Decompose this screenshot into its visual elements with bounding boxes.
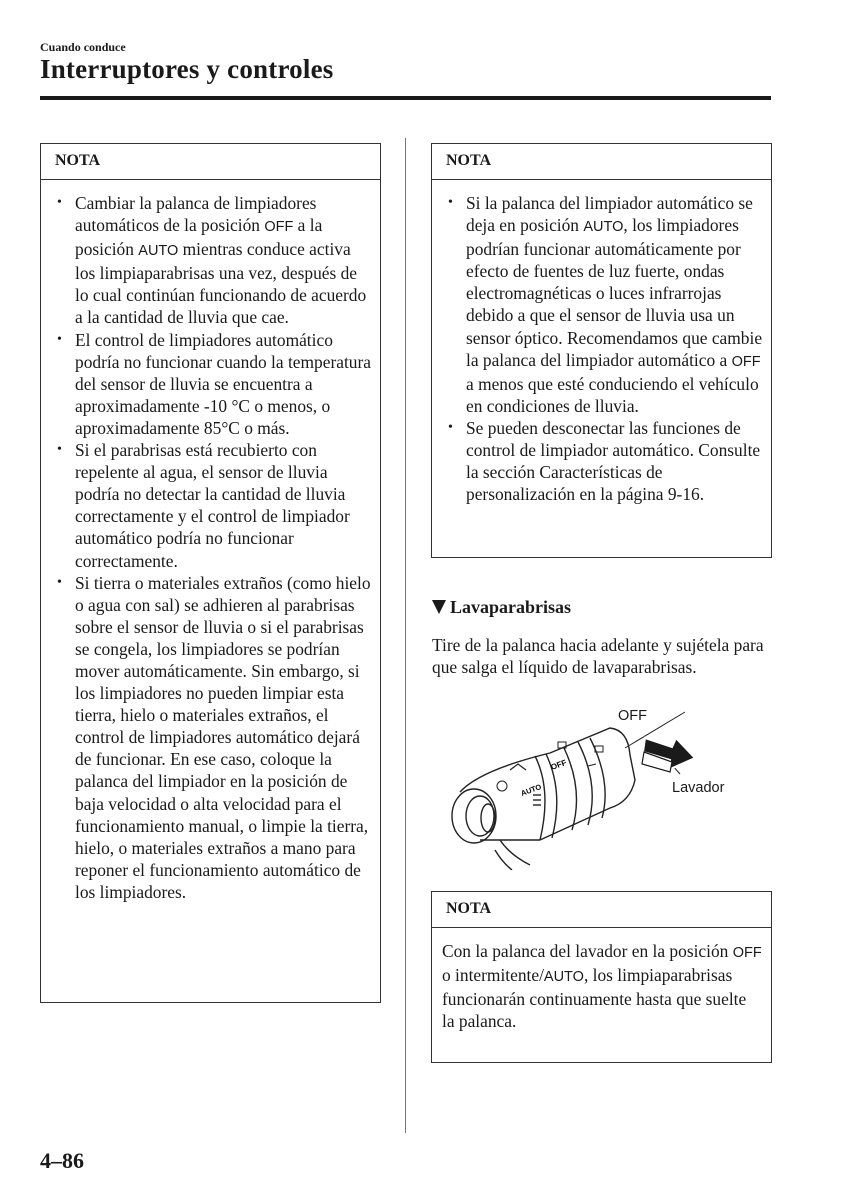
left-note-item-1 <box>57 192 372 329</box>
title-rule <box>40 96 771 100</box>
b-text-e: , los limpiaparabrisas funcionarán continuamente hasta que suelte la palanca. <box>442 965 747 1032</box>
lever-auto-text: AUTO <box>519 782 543 798</box>
section-label: Cuando conduce <box>40 40 126 54</box>
callout-off: OFF <box>618 708 647 724</box>
auto-label: AUTO <box>583 219 624 236</box>
r-item-1-text-c: , los limpiadores podrían funcionar automáticamente por efecto de fuentes de luz fuerte, ondas electromagnéticas o luces infrarrojas debido a que el sensor de lluvia usa un sensor óptico. Recomendamos que cambie la palanca del limpiador automático a <box>466 215 763 370</box>
right-note-list <box>432 180 771 515</box>
item-1-text-e: mientras conduce activa los limpiaparabrisas una vez, después de lo cual continúan funcionando de acuerdo a la cantidad de lluvia que cae. <box>75 239 367 328</box>
r-item-1-text-a: Si la palanca del limpiador automático se deja en posición <box>466 193 753 236</box>
wiper-lever-illustration <box>440 700 780 870</box>
bottom-note-text <box>432 928 771 1042</box>
washer-heading <box>432 597 571 618</box>
item-1-text-a: Cambiar la palanca de limpiadores automáticos de la posición <box>75 193 317 236</box>
page-title: Interruptores y controles <box>40 54 334 84</box>
washer-body: Tire de la palanca hacia adelante y sujétela para que salga el líquido de lavaparabrisas. <box>432 635 764 678</box>
off-label: OFF <box>732 945 762 961</box>
page-number: 4–86 <box>40 1148 84 1173</box>
bottom-note-heading: NOTA <box>432 892 771 928</box>
right-note-item-2: • Se pueden desconectar las funciones de control de limpiador automático. Consulte la sección Características de personalización en la página 9-16. <box>448 417 763 505</box>
left-note-item-4: • Si tierra o materiales extraños (como hielo o agua con sal) se adhieren al parabrisas sobre el sensor de lluvia o si el parabrisas se congela, los limpiadores se podrían mover automáticamente. Sin embargo, si los limpiadores no pueden limpiar esta tierra, hielo o materiales extraños, el control de limpiadores automático dejará de funcionar. En ese caso, coloque la palanca del limpiador en la posición de baja velocidad o alta velocidad para el funcionamiento manual, o limpie la tierra, hielo, o materiales extraños a mano para reponer el funcionamiento automático de los limpiadores. <box>57 572 372 903</box>
off-label: OFF <box>264 219 294 236</box>
off-label: OFF <box>731 353 761 370</box>
b-text-c: o intermitente/ <box>442 965 544 986</box>
bottom-note-box <box>431 891 772 1063</box>
auto-label: AUTO <box>138 243 179 260</box>
callout-washer: Lavador <box>672 780 725 796</box>
item-1-text-c: a la posición <box>75 215 323 260</box>
lever-off-text: OFF <box>549 757 568 772</box>
right-note-heading: NOTA <box>432 144 771 180</box>
column-divider <box>405 138 406 1133</box>
washer-heading-text: Lavaparabrisas <box>450 597 572 617</box>
b-text-a: Con la palanca del lavador en la posición <box>442 941 733 961</box>
left-note-list <box>41 180 380 913</box>
left-note-item-3: • Si el parabrisas está recubierto con repelente al agua, el sensor de lluvia podría no detectar la cantidad de lluvia correctamente y el control de limpiador automático podría no funcionar correctamente. <box>57 439 372 572</box>
auto-label: AUTO <box>543 969 584 986</box>
right-note-box <box>431 143 772 558</box>
triangle-down-icon <box>432 600 446 614</box>
right-note-item-1 <box>448 192 763 417</box>
wiper-lever-drawing <box>440 700 780 870</box>
r-item-1-text-e: a menos que esté conduciendo el vehículo en condiciones de lluvia. <box>466 373 759 416</box>
left-note-heading: NOTA <box>41 144 380 180</box>
left-note-box <box>40 143 381 1003</box>
left-note-item-2: • El control de limpiadores automático podría no funcionar cuando la temperatura del sensor de lluvia se encuentra a aproximadamente -10 °C o menos, o aproximadamente 85°C o más. <box>57 329 372 439</box>
